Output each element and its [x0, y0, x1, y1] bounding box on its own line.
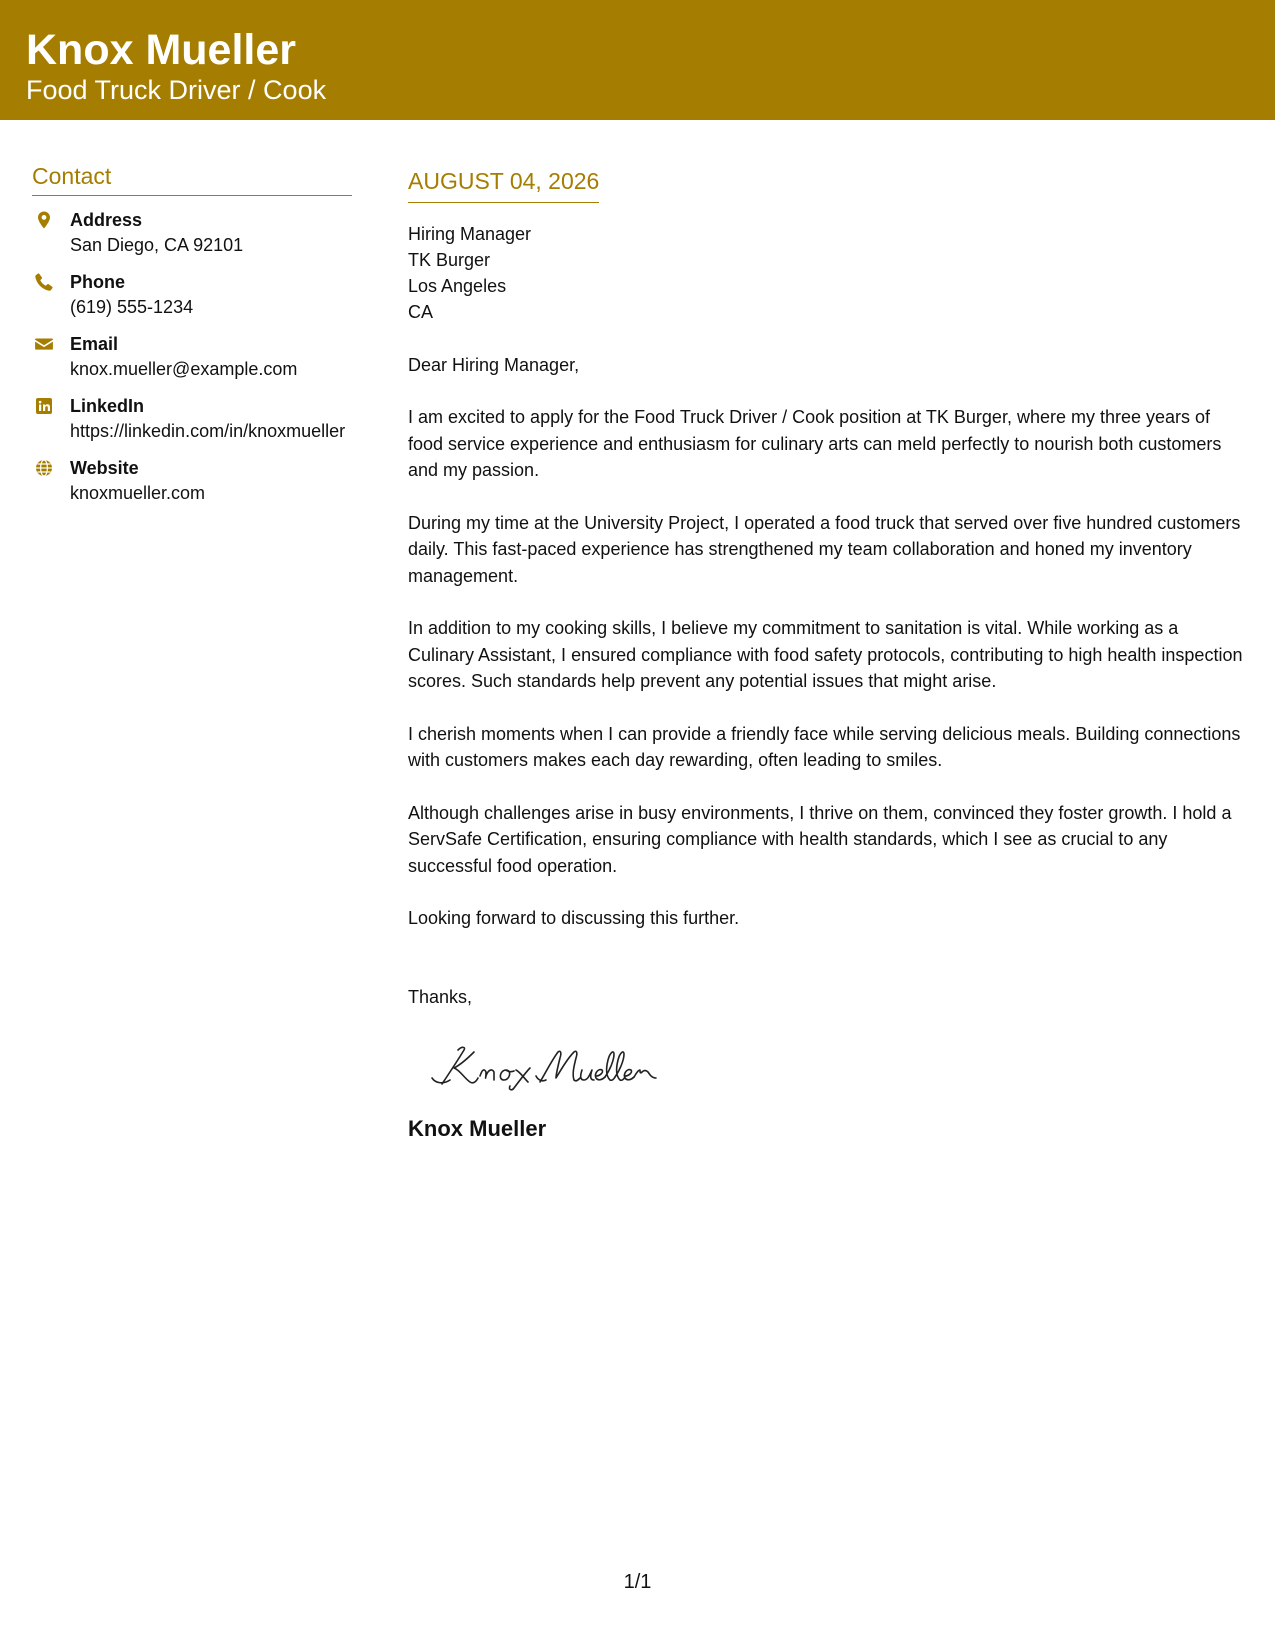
recipient-block [408, 221, 1248, 325]
recipient-line: Los Angeles [408, 276, 507, 296]
phone-icon [34, 272, 54, 292]
letter-paragraph: Although challenges arise in busy environments, I thrive on them, convinced they foster growth. I hold a ServSafe Certification, ensuring compliance with health standards, which I see as crucial to any successful food operation. [408, 802, 1232, 876]
envelope-icon [34, 334, 54, 354]
contact-label: Phone [70, 272, 126, 292]
letter-paragraph: During my time at the University Project, I operated a food truck that served over five hundred customers daily. This fast-paced experience has strengthened my team collaboration and honed my inventory management. [408, 512, 1241, 586]
contact-label: Website [70, 458, 139, 478]
page-number: 1/1 [623, 1571, 652, 1593]
closing: Thanks, [408, 986, 473, 1007]
signer-name: Knox Mueller [408, 1115, 547, 1141]
salutation: Dear Hiring Manager, [408, 355, 580, 375]
website-value: knoxmueller.com [70, 483, 206, 503]
applicant-name: Knox Mueller [26, 26, 296, 74]
contact-item-website [32, 456, 352, 506]
letter-paragraph: I am excited to apply for the Food Truck Driver / Cook position at TK Burger, where my three years of food service experience and enthusiasm for culinary arts can meld perfectly to nourish both customers and my passion. [408, 407, 1222, 480]
linkedin-value: https://linkedin.com/in/knoxmueller [70, 421, 346, 441]
contact-sidebar [32, 160, 352, 518]
contact-item-linkedin [32, 394, 352, 444]
header-banner [0, 0, 1275, 120]
contact-label: LinkedIn [70, 396, 145, 416]
contact-item-phone [32, 270, 352, 320]
recipient-line: TK Burger [408, 250, 491, 270]
letter-paragraph: I cherish moments when I can provide a friendly face while serving delicious meals. Building connections with customers makes each day rewarding, often leading to smiles. [408, 723, 1241, 770]
recipient-line: CA [408, 302, 434, 322]
phone-value: (619) 555-1234 [70, 297, 194, 317]
email-value: knox.mueller@example.com [70, 359, 298, 379]
address-value: San Diego, CA 92101 [70, 235, 244, 255]
letter-date: AUGUST 04, 2026 [408, 165, 599, 203]
contact-item-address [32, 208, 352, 258]
contact-item-email [32, 332, 352, 382]
job-title: Food Truck Driver / Cook [26, 75, 327, 105]
contact-label: Address [70, 210, 143, 230]
map-pin-icon [34, 210, 54, 230]
globe-icon [34, 458, 54, 478]
handwritten-signature [428, 1038, 658, 1096]
contact-heading: Contact [32, 160, 352, 196]
letter-body [408, 165, 1248, 1144]
letter-paragraph: In addition to my cooking skills, I believe my commitment to sanitation is vital. While working as a Culinary Assistant, I ensured compliance with food safety protocols, contributing to high health inspection scores. Such standards help prevent any potential issues that might arise. [408, 618, 1243, 691]
contact-label: Email [70, 334, 119, 354]
recipient-line: Hiring Manager [408, 224, 532, 244]
linkedin-icon [34, 396, 54, 416]
letter-paragraph: Looking forward to discussing this further. [408, 908, 740, 928]
